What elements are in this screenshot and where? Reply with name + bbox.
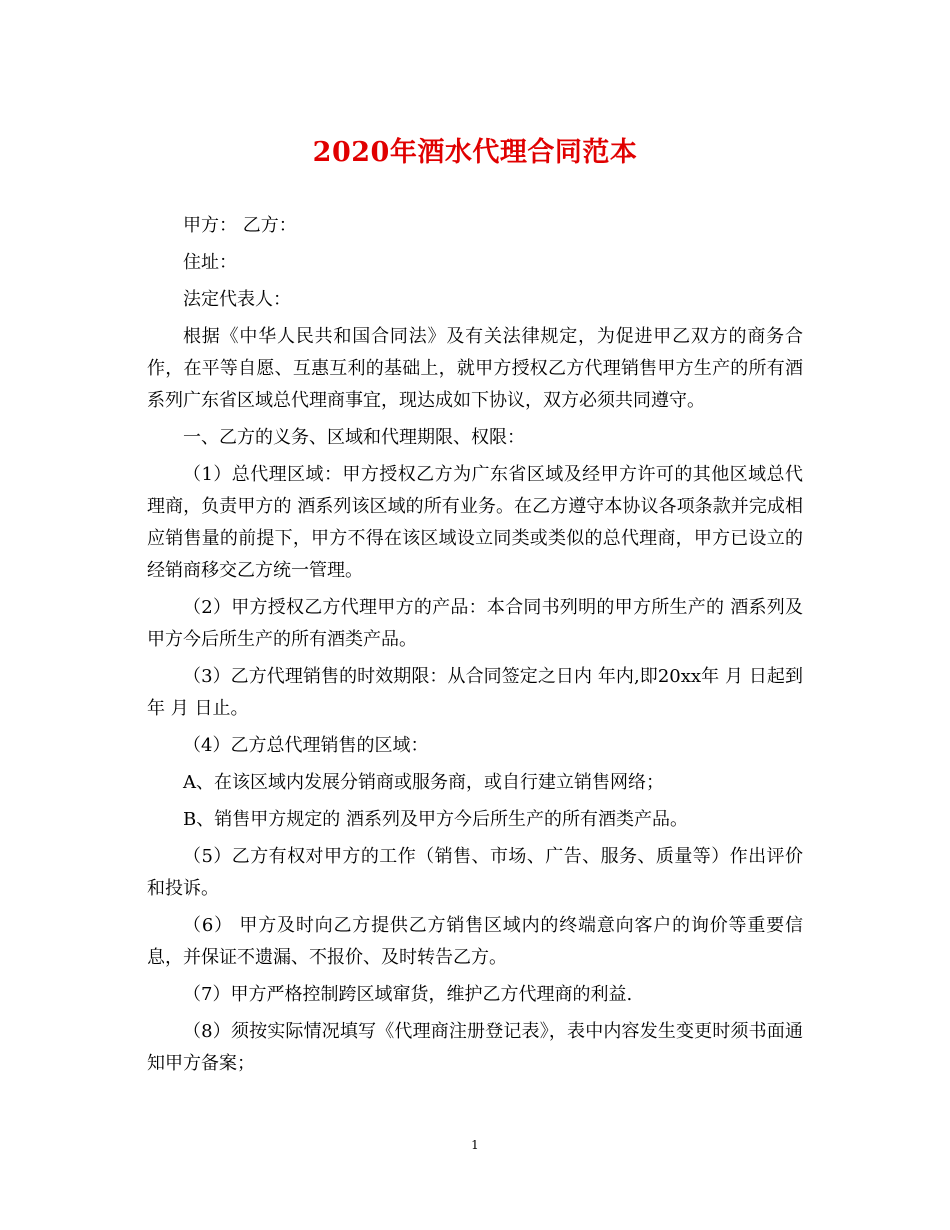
address-line: 住址：: [183, 252, 237, 273]
representative-line: 法定代表人：: [183, 289, 291, 310]
document-title: 2020年酒水代理合同范本: [312, 137, 638, 168]
clause-2: （2）甲方授权乙方代理甲方的产品：本合同书列明的甲方所生产的 酒系列及甲方今后所生产的所有酒类产品。: [147, 597, 803, 650]
section-heading: 一、乙方的义务、区域和代理期限、权限：: [183, 427, 525, 448]
clause-4-a: A、在该区域内发展分销商或服务商，或自行建立销售网络；: [183, 772, 664, 793]
party-line: 甲方： 乙方：: [183, 215, 297, 236]
clause-4: （4）乙方总代理销售的区域：: [183, 735, 429, 756]
clause-6: （6） 甲方及时向乙方提供乙方销售区域内的终端意向客户的询价等重要信息，并保证不遗漏、不报价、及时转告乙方。: [147, 915, 803, 968]
clause-1: （1）总代理区域：甲方授权乙方为广东省区域及经甲方许可的其他区域总代理商，负责甲方的 酒系列该区域的所有业务。在乙方遵守本协议各项条款并完成相应销售量的前提下，甲方不得在该区域设立同类或类似的总代理商，甲方已设立的经销商移交乙方统一管理。: [147, 464, 803, 581]
clause-3: （3）乙方代理销售的时效期限：从合同签定之日内 年内,即20xx年 月 日起到年 月 日止。: [147, 666, 803, 719]
clause-7: （7）甲方严格控制跨区域窜货，维护乙方代理商的利益.: [183, 984, 633, 1005]
clause-4-b: B、销售甲方规定的 酒系列及甲方今后所生产的所有酒类产品。: [183, 809, 688, 830]
clause-5: （5）乙方有权对甲方的工作（销售、市场、广告、服务、质量等）作出评价和投诉。: [147, 846, 803, 899]
page-number: 1: [471, 1138, 479, 1152]
preamble-paragraph: 根据《中华人民共和国合同法》及有关法律规定，为促进甲乙双方的商务合作，在平等自愿、互惠互利的基础上，就甲方授权乙方代理销售甲方生产的所有酒系列广东省区域总代理商事宜，现达成如下协议，双方必须共同遵守。: [147, 326, 803, 411]
clause-8: （8）须按实际情况填写《代理商注册登记表》，表中内容发生变更时须书面通知甲方备案；: [147, 1021, 803, 1074]
document-body: [147, 210, 803, 1080]
